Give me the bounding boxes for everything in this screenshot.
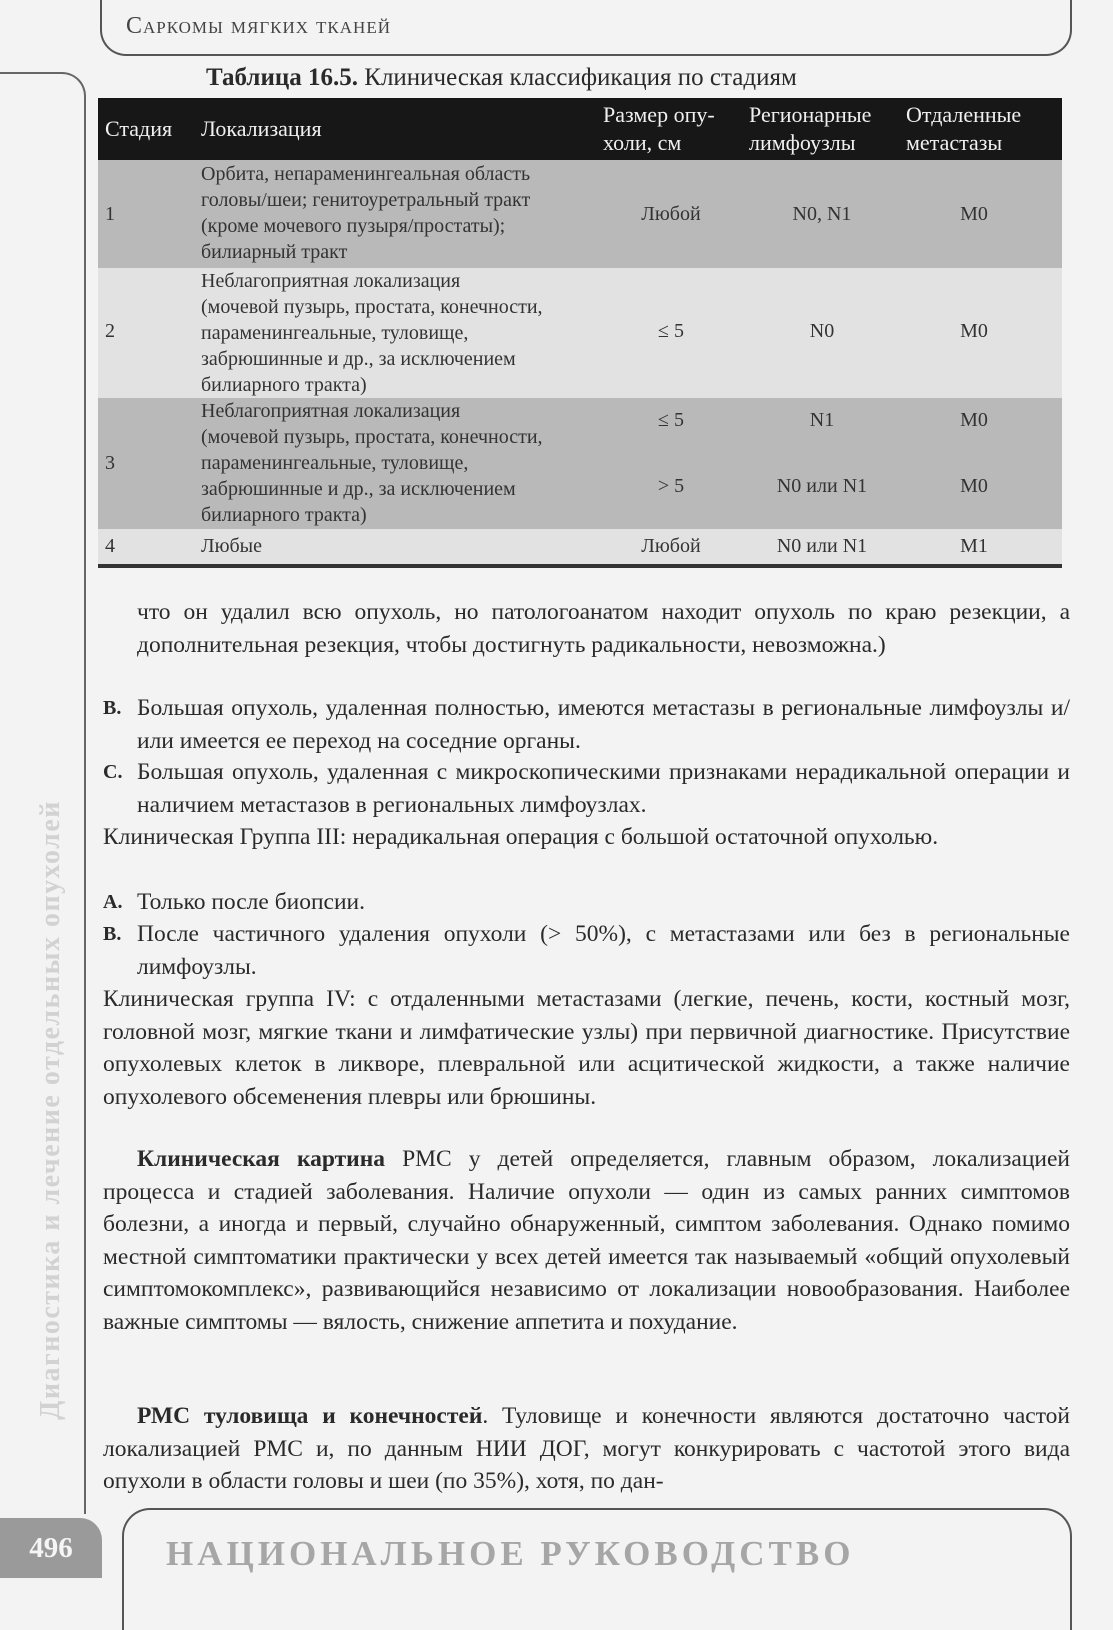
paragraph: Большая опухоль, удаленная с микроскопическими признаками нерадикальной операции и наличием метастазов в региональных лимфоузлах. (137, 759, 1070, 818)
row-meta: M0 (960, 320, 988, 342)
location-line: Орбита, непараменингеальная область (201, 163, 531, 185)
list-marker: C. (103, 761, 123, 783)
location-line: (кроме мочевого пузыря/простаты); (201, 215, 506, 237)
table-caption-text: Клиническая классификация по стадиям (358, 64, 797, 91)
location-line: Неблагоприятная локализация (201, 400, 461, 422)
location-line: билиарного тракта) (201, 504, 367, 526)
stage-table (98, 98, 1062, 568)
book-title: НАЦИОНАЛЬНОЕ РУКОВОДСТВО (166, 1534, 855, 1573)
paragraph-lead: РМС туловища и конечностей (137, 1403, 483, 1429)
header-meta-1: Отдаленные (906, 102, 1022, 127)
list-marker: B. (103, 697, 122, 719)
location-line: головы/шеи; генитоуретральный тракт (201, 189, 531, 211)
paragraph-lead: Клиническая картина (137, 1146, 386, 1172)
row-size: ≤ 5 (658, 409, 684, 431)
paragraph: Только после биопсии. (137, 889, 366, 915)
row-location: Любые (201, 535, 262, 557)
paragraph: Клиническая Группа III: нерадикальная операция с большой остаточной опухолью. (103, 824, 939, 850)
location-line: Неблагоприятная локализация (201, 270, 461, 292)
row-location (201, 161, 530, 265)
location-line: параменингеальные, туловище, (201, 452, 469, 474)
location-line: забрюшинные и др., за исключением (201, 478, 516, 500)
table-row (98, 268, 1062, 398)
header-stage: Стадия (105, 116, 173, 141)
row-location (201, 398, 543, 528)
table-row (98, 529, 1062, 564)
paragraph: Большая опухоль, удаленная полностью, имеются метастазы в региональные лимфоузлы и/или имеется ее переход на соседние органы. (137, 695, 1070, 754)
row-nodes: N0, N1 (792, 203, 852, 225)
header-location: Локализация (201, 116, 322, 141)
table-row (98, 160, 1062, 268)
paragraph: Клиническая группа IV: с отдаленными метастазами (легкие, печень, кости, костный мозг, головной мозг, мягкие ткани и лимфатические узлы) при первичной диагностике. Присутствие опухолевых клеток в ликворе, плевральной или асцитической жидкости, а также наличие опухолевого обсеменения плевры или брюшины. (103, 986, 1070, 1110)
row-meta: M1 (960, 535, 988, 557)
row-nodes: N0 или N1 (776, 475, 868, 497)
row-size: Любой (641, 203, 701, 225)
page-number: 496 (0, 1518, 102, 1578)
location-line: (мочевой пузырь, простата, конечности, (201, 426, 543, 448)
paragraph: После частичного удаления опухоли (> 50%), с метастазами или без в региональные лимфоузлы. (137, 921, 1070, 980)
list-marker: A. (103, 891, 123, 913)
row-stage: 2 (105, 320, 115, 342)
section-title: Диагностика и лечение отдельных опухолей (35, 800, 66, 1420)
table-caption (206, 64, 797, 92)
row-meta: M0 (960, 203, 988, 225)
row-stage: 4 (105, 535, 115, 557)
location-line: забрюшинные и др., за исключением (201, 348, 516, 370)
header-nodes-2: лимфоузлы (749, 130, 856, 155)
paragraph (103, 1400, 1070, 1498)
row-size: ≤ 5 (658, 320, 684, 342)
row-size: > 5 (657, 475, 685, 497)
header-nodes-1: Регионарные (749, 102, 872, 127)
header-size-2: холи, см (603, 130, 682, 155)
row-location (201, 268, 543, 398)
header-meta-2: метастазы (906, 130, 1003, 155)
row-nodes: N0 или N1 (776, 535, 868, 557)
location-line: билиарного тракта) (201, 374, 367, 396)
table-caption-label: Таблица 16.5. (206, 64, 359, 91)
paragraph-text: . Туловище и конечности являются достаточно частой локализацией РМС и, по данным НИИ ДОГ, могут конкурировать с частотой этого вида опухоли в области головы и шеи (по 35%), хотя, по дан- (103, 1403, 1070, 1494)
location-line: параменингеальные, туловище, (201, 322, 469, 344)
paragraph (103, 1143, 1070, 1338)
row-meta: M0 (960, 475, 988, 497)
row-stage: 1 (105, 203, 115, 225)
paragraph-text: РМС у детей определяется, главным образом, локализацией процесса и стадией заболевания. Наличие опухоли — один из самых ранних симптомов болезни, а иногда и первый, случайно обнаруженный, симптом заболевания. Однако помимо местной симптоматики практически у всех детей имеется так называемый «общий опухолевый симптомокомплекс», развивающийся независимо от локализации новообразования. Наиболее важные симптомы — вялость, снижение аппетита и похудание. (103, 1146, 1070, 1335)
row-nodes: N0 (809, 320, 835, 342)
row-size: Любой (641, 535, 701, 557)
header-size-1: Размер опу- (603, 102, 715, 127)
location-line: билиарный тракт (201, 241, 348, 263)
running-title: Саркомы мягких тканей (126, 13, 391, 39)
row-stage: 3 (105, 452, 115, 474)
list-marker: B. (103, 923, 122, 945)
table-row (98, 398, 1062, 529)
row-meta: M0 (960, 409, 988, 431)
paragraph: что он удалил всю опухоль, но патологоанатом находит опухоль по краю резекции, а дополнительная резекция, чтобы достигнуть радикальности, невозможна.) (137, 599, 1070, 658)
table-header (98, 98, 1062, 160)
location-line: (мочевой пузырь, простата, конечности, (201, 296, 543, 318)
row-nodes: N1 (809, 409, 835, 431)
